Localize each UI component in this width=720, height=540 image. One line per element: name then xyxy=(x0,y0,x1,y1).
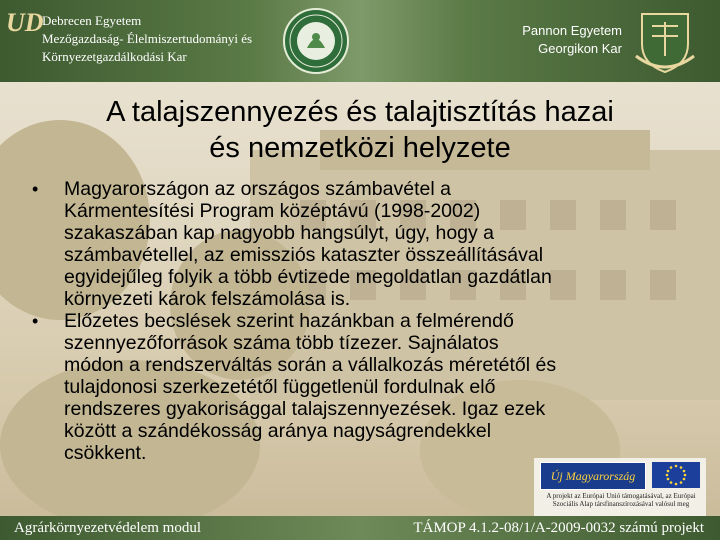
header-right-institution xyxy=(522,22,622,58)
bullet-item xyxy=(30,310,690,464)
header-left-institution xyxy=(42,12,252,66)
bullet-line: szennyezőforrások száma több tízezer. Sajnálatos xyxy=(64,332,499,354)
footer-module-name: Agrárkörnyezetvédelem modul xyxy=(14,520,202,536)
header-right-line: Pannon Egyetem xyxy=(522,23,622,38)
footer-project-id: TÁMOP 4.1.2-08/1/A-2009-0032 számú projekt xyxy=(413,520,704,536)
bullet-item xyxy=(30,178,690,310)
header-left-line: Debrecen Egyetem xyxy=(42,13,142,28)
bullet-line: rendszeres gyakorisággal talajszennyezések. Igaz ezek xyxy=(64,398,546,420)
funding-logos xyxy=(534,458,706,516)
funding-note xyxy=(538,492,704,508)
georgikon-crest-icon xyxy=(630,6,700,76)
bullet-marker: • xyxy=(32,311,39,331)
bullet-list xyxy=(30,178,690,464)
bullet-line: Kármentesítési Program középtávú (1998-2002) xyxy=(64,200,481,222)
uj-magyarorszag-logo: Új Magyarország xyxy=(540,462,646,490)
university-seal-icon xyxy=(283,8,349,74)
slide-title-line: és nemzetközi helyzete xyxy=(209,132,511,164)
bullet-line: egyidejűleg folyik a több évtizede megoldatlan gazdátlan xyxy=(64,266,552,288)
footer-band xyxy=(0,516,720,540)
bullet-marker: • xyxy=(32,179,39,199)
funding-note-line: Szociális Alap társfinanszírozásával valósul meg xyxy=(552,500,690,508)
slide-title xyxy=(40,94,680,166)
eu-flag-icon xyxy=(652,462,700,488)
bullet-line: Magyarországon az országos számbavétel a xyxy=(64,178,451,200)
bullet-line: környezeti károk felszámolása is. xyxy=(64,288,351,310)
header-left-line: Környezetgazdálkodási Kar xyxy=(42,49,187,64)
university-logo-icon: UD xyxy=(6,8,44,37)
bullet-line: szakaszában kap nagyobb hangsúlyt, úgy, hogy a xyxy=(64,222,495,244)
header-band xyxy=(0,0,720,82)
bullet-line: csökkent. xyxy=(64,442,147,464)
bullet-line: tulajdonosi szerkezetétől függetlenül fordulnak elő xyxy=(64,376,496,398)
header-left-line: Mezőgazdaság- Élelmiszertudományi és xyxy=(42,31,253,46)
bullet-line: között a szándékosság aránya nagyságrendekkel xyxy=(64,420,492,442)
bullet-line: számbavétellel, az emissziós kataszter összeállításával xyxy=(64,244,544,266)
slide-title-line: A talajszennyezés és talajtisztítás hazai xyxy=(106,96,614,128)
bullet-line: Előzetes becslések szerint hazánkban a felmérendő xyxy=(64,310,514,332)
header-right-line: Georgikon Kar xyxy=(538,41,622,56)
bullet-line: módon a rendszerváltás során a vállalkozás méretétől és xyxy=(64,354,557,376)
funding-note-line: A projekt az Európai Unió támogatásával, az Európai xyxy=(546,492,696,500)
